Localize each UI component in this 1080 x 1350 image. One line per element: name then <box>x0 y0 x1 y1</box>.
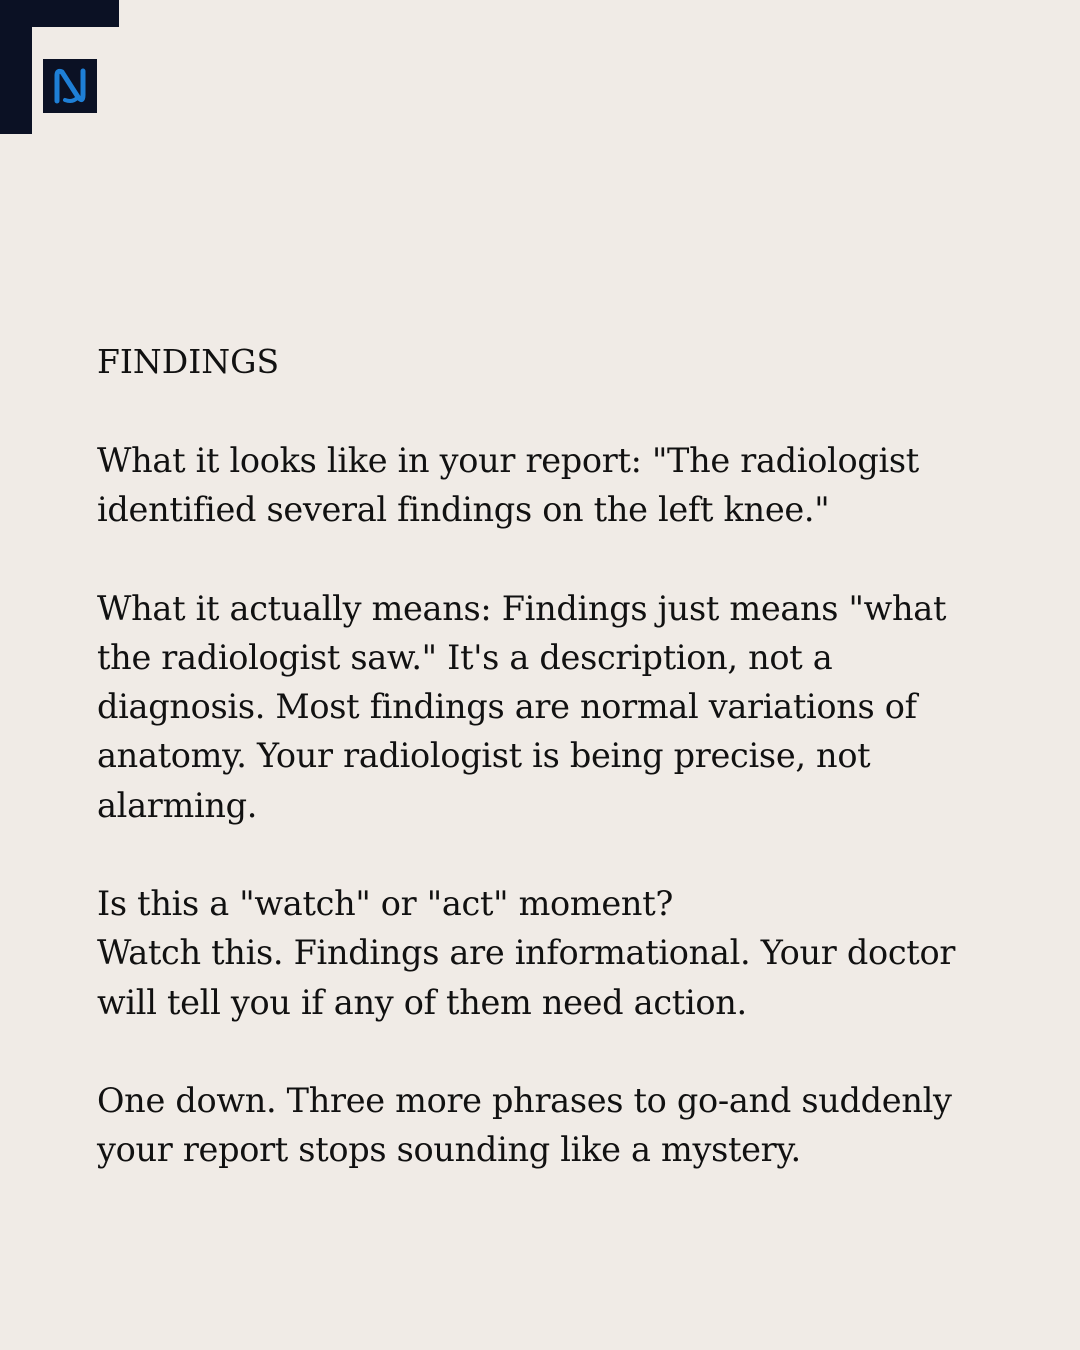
watch-or-act-question: Is this a "watch" or "act" moment? <box>97 884 674 924</box>
watch-or-act-line: will tell you if any of them need action. <box>97 982 747 1022</box>
meaning-line: alarming. <box>97 785 258 825</box>
meaning-line: diagnosis. Most findings are normal variations of <box>97 687 917 727</box>
meaning-line: What it actually means: Findings just means "what <box>97 588 947 628</box>
section-heading: FINDINGS <box>97 342 280 381</box>
watch-or-act-line: Watch this. Findings are informational. Your doctor <box>97 933 956 973</box>
spacer <box>97 1027 997 1076</box>
spacer <box>97 535 997 584</box>
watch-or-act-paragraph <box>97 879 997 1027</box>
report-example-line: identified several findings on the left knee." <box>97 490 830 530</box>
closing-paragraph <box>97 1076 997 1175</box>
brand-logo-icon <box>43 59 97 113</box>
meaning-line: anatomy. Your radiologist is being precise, not <box>97 736 871 776</box>
post-content <box>97 337 997 1175</box>
meaning-paragraph <box>97 584 997 830</box>
report-example-line: What it looks like in your report: "The radiologist <box>97 441 919 480</box>
spacer <box>97 387 997 436</box>
report-example-paragraph <box>97 436 997 535</box>
spacer <box>97 830 997 879</box>
corner-bar-left <box>0 0 32 134</box>
closing-line: One down. Three more phrases to go-and suddenly <box>97 1080 952 1120</box>
closing-line: your report stops sounding like a mystery. <box>97 1130 801 1170</box>
meaning-line: the radiologist saw." It's a description, not a <box>97 637 833 677</box>
